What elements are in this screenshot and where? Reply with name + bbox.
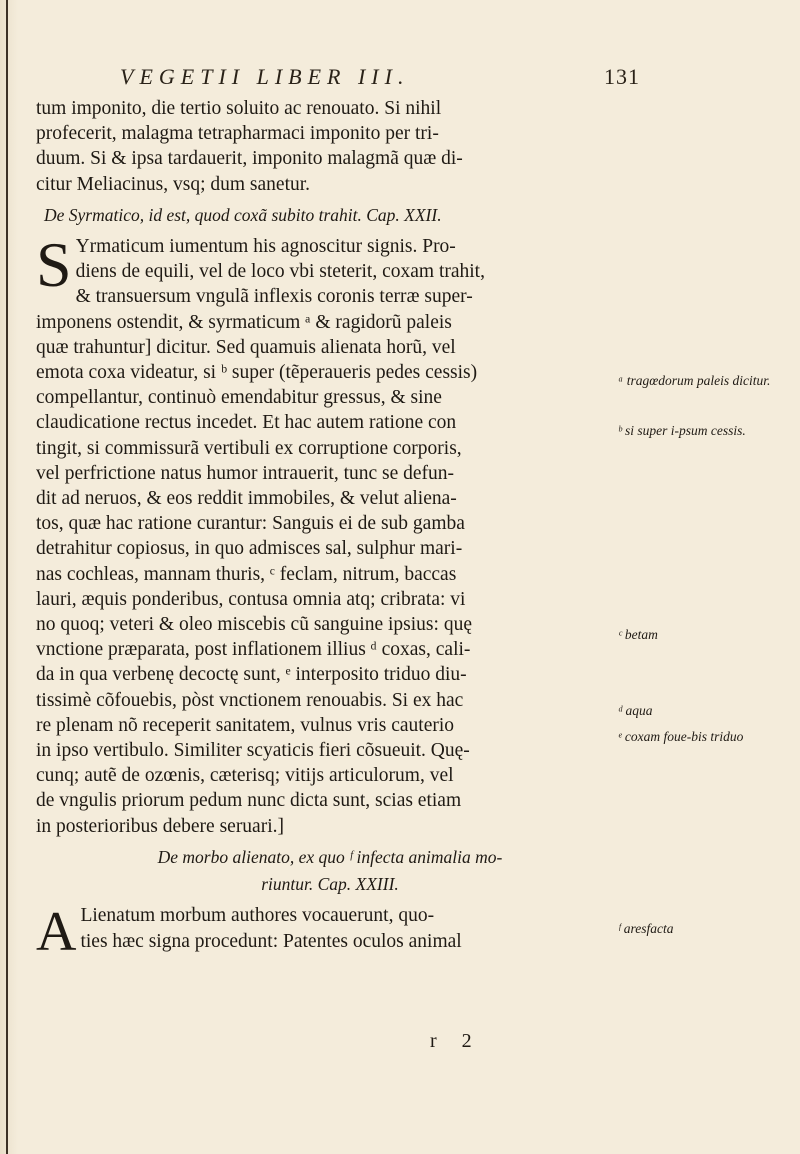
margin-note-a: ᵃ tragœdorum paleis dicitur. bbox=[618, 373, 771, 388]
text-line: Yrmaticum iumentum his agnoscitur signis. Pro- bbox=[75, 236, 456, 258]
text-line: & transuersum vngulã inflexis coronis terræ super- bbox=[75, 286, 473, 308]
chapter-heading: De morbo alienato, ex quo ᶠ infecta animalia mo- bbox=[157, 846, 503, 867]
margin-note-b: ᵇ si super i-psum cessis. bbox=[618, 423, 746, 438]
text-line: citur Meliacinus, vsq; dum sanetur. bbox=[36, 173, 311, 195]
margin-note-c: ᶜ betam bbox=[618, 627, 658, 642]
text-line: no quoq; veteri & oleo miscebis cũ sanguine ipsius: quę bbox=[36, 614, 472, 636]
text-line: in ipso vertibulo. Similiter scyaticis fieri cõsueuit. Quę- bbox=[36, 740, 470, 762]
text-line: tissimè cõfouebis, pòst vnctionem renouabis. Si ex hac bbox=[36, 689, 464, 711]
text-line: Lienatum morbum authores vocauerunt, quo- bbox=[80, 905, 435, 927]
text-line: re plenam nõ receperit sanitatem, vulnus vris cauterio bbox=[36, 714, 455, 736]
text-line: duum. Si & ipsa tardauerit, imponito malagmã quæ di- bbox=[36, 148, 463, 170]
margin-note-d: ᵈ aqua bbox=[618, 703, 653, 718]
page-spine bbox=[6, 0, 8, 1154]
chapter-heading: De Syrmatico, id est, quod coxã subito trahit. Cap. XXII. bbox=[44, 204, 442, 225]
chapter-heading-cont: riuntur. Cap. XXIII. bbox=[261, 874, 399, 895]
text-line: vel perfrictione natus humor intrauerit, tunc se defun- bbox=[36, 462, 455, 484]
text-line: tingit, si commissurã vertibuli ex corruptione corporis, bbox=[36, 437, 462, 459]
text-line: da in qua verbenę decoctę sunt, ᵉ interposito triduo diu- bbox=[36, 664, 467, 686]
drop-capital: S bbox=[36, 229, 72, 301]
signature-mark: r 2 bbox=[430, 1030, 482, 1052]
text-line: diens de equili, vel de loco vbi steterit, coxam trahit, bbox=[75, 261, 485, 283]
text-line: ties hæc signa procedunt: Patentes oculos animal bbox=[80, 930, 462, 952]
text-line: emota coxa videatur, si ᵇ super (tẽperaueris pedes cessis) bbox=[36, 362, 478, 384]
text-line: compellantur, continuò emendabitur gressus, & sine bbox=[36, 387, 442, 409]
running-header bbox=[100, 64, 640, 90]
text-line: de vngulis priorum pedum nunc dicta sunt, scias etiam bbox=[36, 790, 462, 812]
text-line: in posterioribus debere seruari.] bbox=[36, 815, 284, 837]
text-line: vnctione præparata, post inflationem illius ᵈ coxas, cali- bbox=[36, 639, 471, 661]
running-title: VEGETII LIBER III. bbox=[120, 64, 410, 89]
text-line: quæ trahuntur] dicitur. Sed quamuis alienata horũ, vel bbox=[36, 336, 456, 358]
drop-capital: A bbox=[36, 901, 77, 964]
text-line: tos, quæ hac ratione curantur: Sanguis ei de sub gamba bbox=[36, 513, 465, 535]
text-line: cunq; autẽ de ozœnis, cæterisq; vitijs articulorum, vel bbox=[36, 765, 454, 787]
margin-note-e: ᵉ coxam foue-bis triduo bbox=[618, 729, 744, 744]
margin-note-f: ᶠ aresfacta bbox=[618, 921, 674, 936]
text-line: claudicatione rectus incedet. Et hac autem ratione con bbox=[36, 412, 457, 434]
page-number: 131 bbox=[604, 64, 640, 89]
text-line: nas cochleas, mannam thuris, ᶜ feclam, nitrum, baccas bbox=[36, 563, 457, 585]
text-line: profecerit, malagma tetrapharmaci imponito per tri- bbox=[36, 123, 439, 145]
text-line: lauri, æquis ponderibus, contusa omnia atq; cribrata: vi bbox=[36, 588, 466, 610]
text-line: tum imponito, die tertio soluito ac renouato. Si nihil bbox=[36, 98, 442, 119]
text-line: dit ad neruos, & eos reddit immobiles, & velut aliena- bbox=[36, 488, 457, 510]
text-line: detrahitur copiosus, in quo admisces sal, sulphur mari- bbox=[36, 538, 463, 560]
text-line: imponens ostendit, & syrmaticum ᵃ & ragidorũ paleis bbox=[36, 311, 452, 333]
main-text bbox=[36, 96, 616, 964]
